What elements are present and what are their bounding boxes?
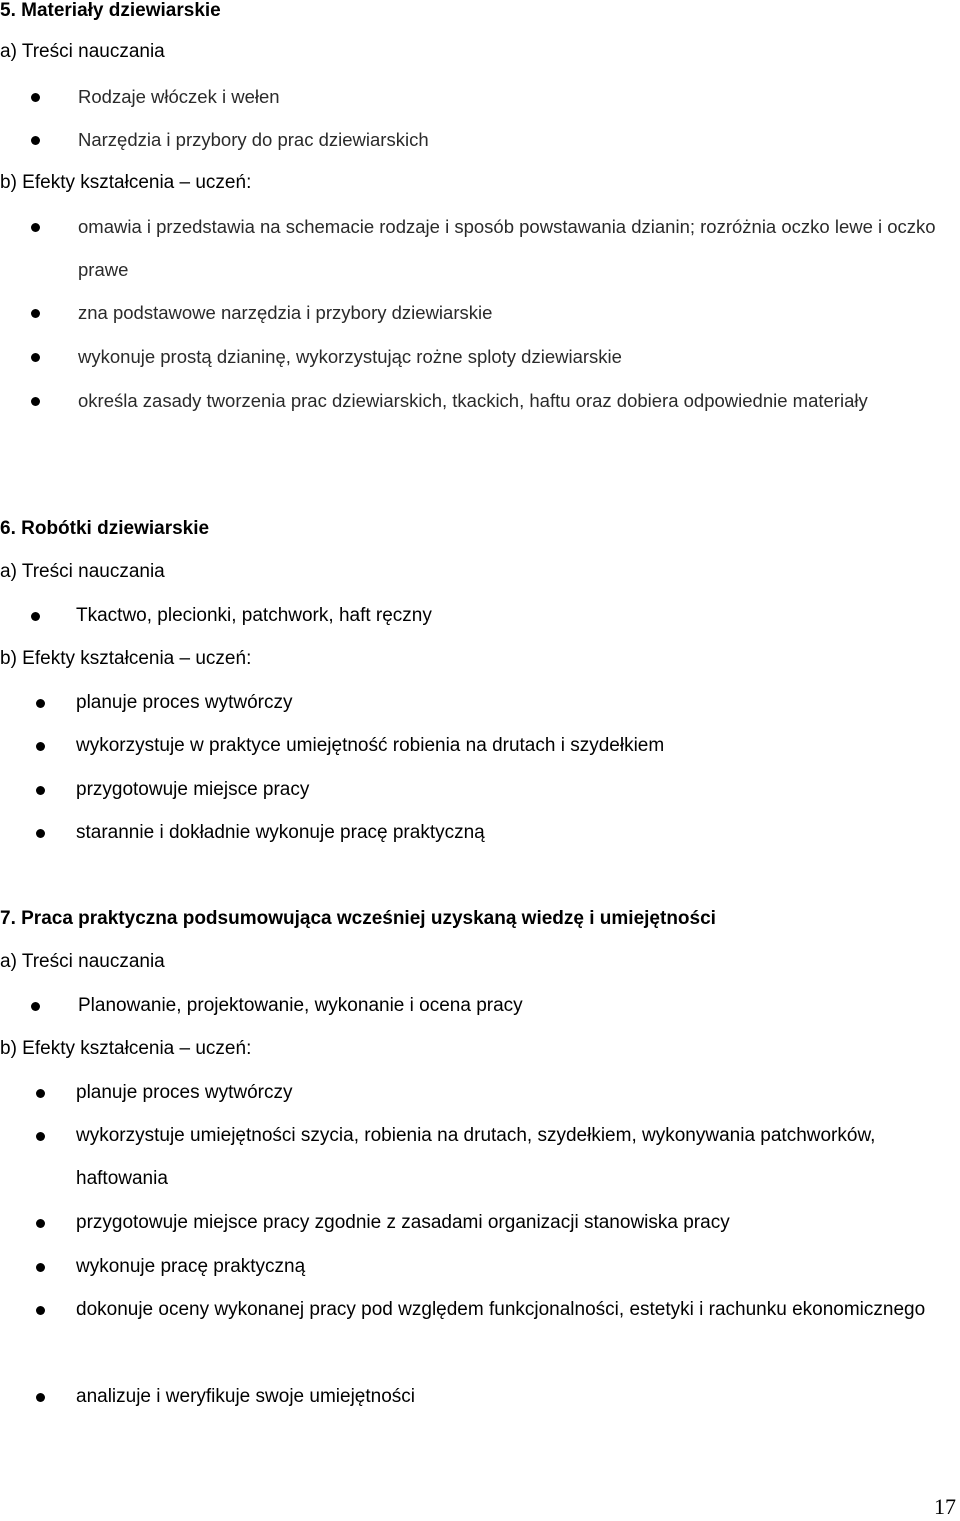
section-5-contents-heading: a) Treści nauczania <box>0 41 165 62</box>
bullet-icon <box>36 1393 45 1402</box>
section-7-outcome-item: planuje proces wytwórczy <box>76 1082 293 1103</box>
bullet-icon <box>31 1002 40 1011</box>
bullet-icon <box>31 397 40 406</box>
bullet-icon <box>36 786 45 795</box>
section-7-outcome-item: przygotowuje miejsce pracy zgodnie z zasadami organizacji stanowiska pracy <box>76 1212 730 1233</box>
section-6-contents-heading: a) Treści nauczania <box>0 561 165 582</box>
bullet-icon <box>36 1306 45 1315</box>
bullet-icon <box>31 612 40 621</box>
bullet-icon <box>36 742 45 751</box>
bullet-icon <box>31 353 40 362</box>
section-7-outcome-item: dokonuje oceny wykonanej pracy pod względem funkcjonalności, estetyki i rachunku ekonomicznego <box>76 1299 926 1320</box>
bullet-icon <box>31 223 40 232</box>
section-6-outcome-item: wykorzystuje w praktyce umiejętność robienia na drutach i szydełkiem <box>76 735 665 756</box>
section-7-contents-heading: a) Treści nauczania <box>0 951 165 972</box>
section-6-content-item: Tkactwo, plecionki, patchwork, haft ręczny <box>76 605 432 626</box>
section-5-outcome-item: omawia i przedstawia na schemacie rodzaje i sposób powstawania dzianin; rozróżnia oczko lewe i oczko prawe <box>78 216 936 280</box>
section-7-title: 7. Praca praktyczna podsumowująca wcześniej uzyskaną wiedzę i umiejętności <box>0 908 716 929</box>
bullet-icon <box>31 309 40 318</box>
section-5-title: 5. Materiały dziewiarskie <box>0 0 221 21</box>
section-6-outcome-item: przygotowuje miejsce pracy <box>76 779 310 800</box>
bullet-icon <box>36 1263 45 1272</box>
section-6-outcome-item: starannie i dokładnie wykonuje pracę praktyczną <box>76 822 485 843</box>
section-7-outcomes-heading: b) Efekty kształcenia – uczeń: <box>0 1038 252 1059</box>
section-6-outcomes-heading: b) Efekty kształcenia – uczeń: <box>0 648 252 669</box>
bullet-icon <box>36 829 45 838</box>
section-5-content-item: Narzędzia i przybory do prac dziewiarskich <box>78 129 429 150</box>
section-7-outcome-item: analizuje i weryfikuje swoje umiejętności <box>76 1386 415 1407</box>
page-number: 17 <box>934 1494 956 1519</box>
section-7-outcome-item: wykorzystuje umiejętności szycia, robienia na drutach, szydełkiem, wykonywania patchworków, haftowania <box>76 1125 876 1189</box>
section-7-outcome-item: wykonuje pracę praktyczną <box>76 1256 306 1277</box>
section-5-outcomes-heading: b) Efekty kształcenia – uczeń: <box>0 172 252 193</box>
bullet-icon <box>36 1132 45 1141</box>
bullet-icon <box>36 1089 45 1098</box>
bullet-icon <box>36 699 45 708</box>
bullet-icon <box>31 136 40 145</box>
section-6-outcome-item: planuje proces wytwórczy <box>76 692 293 713</box>
bullet-icon <box>31 93 40 102</box>
section-5-content-item: Rodzaje włóczek i wełen <box>78 86 280 107</box>
section-5-outcome-item: zna podstawowe narzędzia i przybory dziewiarskie <box>78 302 493 323</box>
section-5-outcome-item: wykonuje prostą dzianinę, wykorzystując rożne sploty dziewiarskie <box>78 346 622 367</box>
section-5-outcome-item: określa zasady tworzenia prac dziewiarskich, tkackich, haftu oraz dobiera odpowiednie materiały <box>78 390 868 411</box>
section-6-title: 6. Robótki dziewiarskie <box>0 518 210 539</box>
bullet-icon <box>36 1219 45 1228</box>
section-7-content-item: Planowanie, projektowanie, wykonanie i ocena pracy <box>78 995 523 1016</box>
